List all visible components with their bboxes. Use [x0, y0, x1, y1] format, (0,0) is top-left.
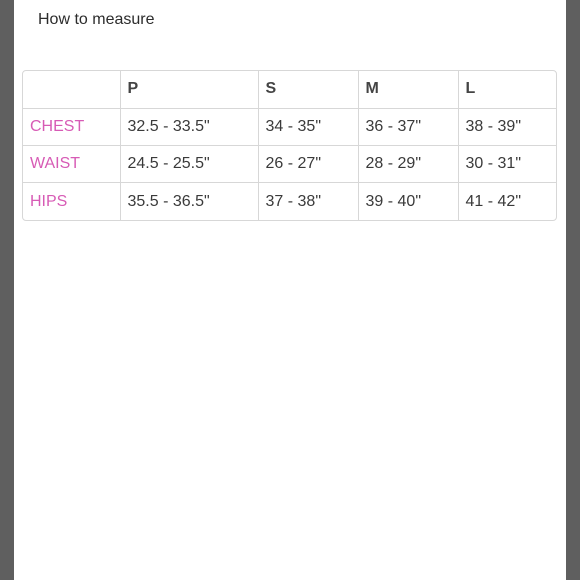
row-label-hips: HIPS [23, 183, 120, 220]
header-cell-empty [23, 71, 120, 108]
content-panel [14, 0, 566, 580]
hips-p-value: 35.5 - 36.5" [120, 183, 258, 220]
chest-s-value: 34 - 35" [258, 108, 358, 145]
table-row-chest [23, 108, 557, 145]
chest-l-value: 38 - 39" [458, 108, 557, 145]
size-chart-table [23, 71, 557, 220]
table-row-waist [23, 145, 557, 182]
page-title: How to measure [38, 11, 155, 28]
header-cell-size-p: P [120, 71, 258, 108]
waist-l-value: 30 - 31" [458, 145, 557, 182]
row-label-chest: CHEST [23, 108, 120, 145]
hips-s-value: 37 - 38" [258, 183, 358, 220]
waist-m-value: 28 - 29" [358, 145, 458, 182]
table-row-hips [23, 183, 557, 220]
chest-p-value: 32.5 - 33.5" [120, 108, 258, 145]
size-chart-header-row [23, 71, 557, 108]
waist-s-value: 26 - 27" [258, 145, 358, 182]
waist-p-value: 24.5 - 25.5" [120, 145, 258, 182]
header-cell-size-m: M [358, 71, 458, 108]
row-label-waist: WAIST [23, 145, 120, 182]
header-cell-size-l: L [458, 71, 557, 108]
chest-m-value: 36 - 37" [358, 108, 458, 145]
hips-m-value: 39 - 40" [358, 183, 458, 220]
size-chart [22, 70, 557, 221]
header-cell-size-s: S [258, 71, 358, 108]
hips-l-value: 41 - 42" [458, 183, 557, 220]
